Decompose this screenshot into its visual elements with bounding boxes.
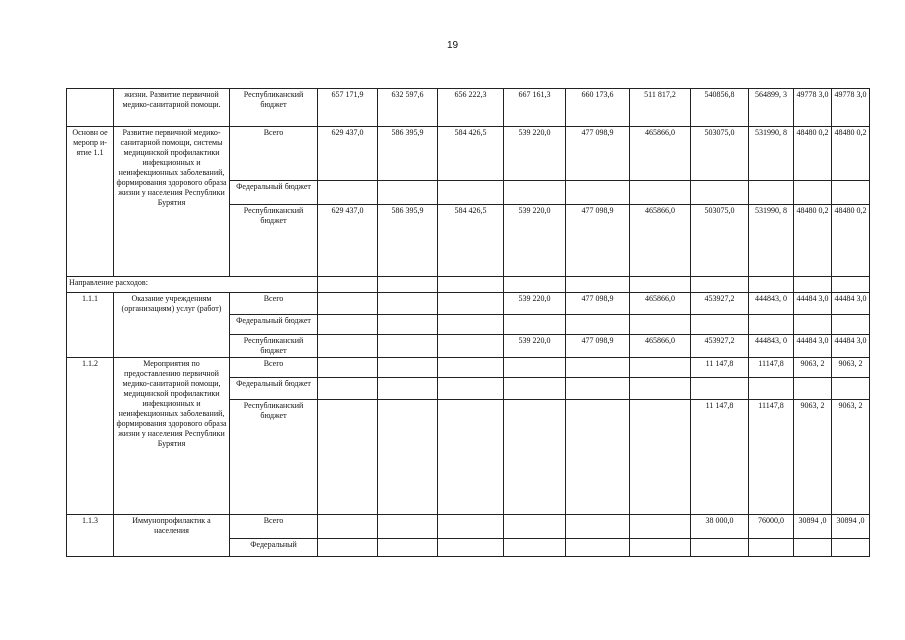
value-cell: [438, 315, 504, 335]
value-cell: [438, 539, 504, 557]
value-cell: 9063, 2: [794, 400, 832, 515]
value-cell: [318, 293, 378, 315]
value-cell: [504, 400, 566, 515]
value-cell: 632 597,6: [378, 89, 438, 127]
value-cell: 48480 0,2: [794, 205, 832, 277]
value-cell: [566, 400, 630, 515]
value-cell: 465866,0: [630, 293, 691, 315]
value-cell: 30894 ,0: [794, 515, 832, 539]
value-cell: 30894 ,0: [832, 515, 870, 539]
value-cell: [378, 335, 438, 358]
value-cell: 465866,0: [630, 335, 691, 358]
row-code: 1.1.3: [67, 515, 114, 557]
value-cell: [794, 315, 832, 335]
value-cell: [318, 335, 378, 358]
value-cell: [504, 181, 566, 205]
value-cell: [630, 515, 691, 539]
value-cell: 11 147,8: [691, 400, 749, 515]
value-cell: [318, 315, 378, 335]
value-cell: 667 161,3: [504, 89, 566, 127]
table-row: [67, 127, 870, 181]
value-cell: 49778 3,0: [794, 89, 832, 127]
value-cell: [630, 378, 691, 400]
value-cell: [378, 400, 438, 515]
value-cell: [691, 315, 749, 335]
value-cell: [438, 515, 504, 539]
table-row: [67, 358, 870, 378]
value-cell: 584 426,5: [438, 127, 504, 181]
value-cell: [691, 378, 749, 400]
row-code: Основн ое меропр и-ятие 1.1: [67, 127, 114, 277]
value-cell: [749, 378, 794, 400]
budget-source: Федеральный бюджет: [230, 315, 318, 335]
table-row: [67, 293, 870, 315]
budget-source: Всего: [230, 127, 318, 181]
budget-source: Республиканский бюджет: [230, 205, 318, 277]
value-cell: [630, 181, 691, 205]
value-cell: 477 098,9: [566, 127, 630, 181]
value-cell: [832, 378, 870, 400]
row-name: Иммунопрофилактик а населения: [114, 515, 230, 557]
value-cell: [318, 515, 378, 539]
value-cell: 539 220,0: [504, 127, 566, 181]
value-cell: 660 173,6: [566, 89, 630, 127]
value-cell: [438, 293, 504, 315]
value-cell: [691, 181, 749, 205]
budget-source: Республиканский бюджет: [230, 400, 318, 515]
row-code: [67, 89, 114, 127]
value-cell: [438, 358, 504, 378]
value-cell: 9063, 2: [832, 358, 870, 378]
budget-source: Республиканский бюджет: [230, 335, 318, 358]
value-cell: 656 222,3: [438, 89, 504, 127]
table-row: [67, 515, 870, 539]
value-cell: [438, 400, 504, 515]
table-row: [67, 277, 870, 293]
value-cell: 38 000,0: [691, 515, 749, 539]
value-cell: 657 171,9: [318, 89, 378, 127]
value-cell: [749, 181, 794, 205]
value-cell: [749, 539, 794, 557]
value-cell: 48480 0,2: [832, 205, 870, 277]
budget-source: Федеральный бюджет: [230, 181, 318, 205]
value-cell: 76000,0: [749, 515, 794, 539]
value-cell: [566, 539, 630, 557]
section-header: Направление расходов:: [67, 277, 318, 293]
value-cell: [318, 400, 378, 515]
value-cell: 477 098,9: [566, 335, 630, 358]
value-cell: 586 395,9: [378, 127, 438, 181]
value-cell: 444843, 0: [749, 335, 794, 358]
value-cell: 9063, 2: [832, 400, 870, 515]
value-cell: 44484 3,0: [832, 335, 870, 358]
row-code: 1.1.2: [67, 358, 114, 515]
value-cell: 477 098,9: [566, 293, 630, 315]
budget-source: Всего: [230, 358, 318, 378]
value-cell: 48480 0,2: [832, 127, 870, 181]
value-cell: 11147,8: [749, 358, 794, 378]
value-cell: [378, 181, 438, 205]
value-cell: 586 395,9: [378, 205, 438, 277]
value-cell: [832, 539, 870, 557]
value-cell: 11 147,8: [691, 358, 749, 378]
value-cell: [504, 315, 566, 335]
value-cell: 465866,0: [630, 205, 691, 277]
budget-table: [66, 88, 870, 557]
value-cell: [318, 539, 378, 557]
value-cell: [630, 539, 691, 557]
value-cell: [566, 515, 630, 539]
value-cell: [504, 539, 566, 557]
value-cell: [504, 378, 566, 400]
value-cell: 629 437,0: [318, 205, 378, 277]
value-cell: [566, 181, 630, 205]
value-cell: 453927,2: [691, 335, 749, 358]
value-cell: [378, 315, 438, 335]
value-cell: [378, 539, 438, 557]
value-cell: 629 437,0: [318, 127, 378, 181]
value-cell: 503075,0: [691, 205, 749, 277]
value-cell: 444843, 0: [749, 293, 794, 315]
value-cell: [566, 315, 630, 335]
row-code: 1.1.1: [67, 293, 114, 358]
value-cell: 48480 0,2: [794, 127, 832, 181]
value-cell: 477 098,9: [566, 205, 630, 277]
value-cell: 453927,2: [691, 293, 749, 315]
value-cell: [794, 539, 832, 557]
value-cell: 49778 3,0: [832, 89, 870, 127]
row-name: Развитие первичной медико-санитарной помощи, системы медицинской профилактики инфекционных и неинфекционных заболеваний, формирования здорового образа жизни у населения Республики Бурятия: [114, 127, 230, 277]
table-row: [67, 89, 870, 127]
value-cell: [749, 315, 794, 335]
budget-source: Всего: [230, 515, 318, 539]
value-cell: 44484 3,0: [832, 293, 870, 315]
budget-source: Республиканский бюджет: [230, 89, 318, 127]
value-cell: 540856,8: [691, 89, 749, 127]
value-cell: 465866,0: [630, 127, 691, 181]
row-name: Оказание учреждениям (организациям) услуг (работ): [114, 293, 230, 358]
value-cell: [504, 358, 566, 378]
value-cell: [794, 181, 832, 205]
value-cell: [318, 358, 378, 378]
value-cell: [438, 335, 504, 358]
page-number: 19: [446, 40, 459, 51]
budget-source: Федеральный бюджет: [230, 378, 318, 400]
value-cell: [691, 539, 749, 557]
value-cell: 44484 3,0: [794, 293, 832, 315]
value-cell: [630, 315, 691, 335]
row-name: Мероприятия по предоставлению первичной медико-санитарной помощи, медицинской профилактики инфекционных и неинфекционных заболеваний, формирования здорового образа жизни у населения Республики Бурятия: [114, 358, 230, 515]
budget-source: Всего: [230, 293, 318, 315]
value-cell: 539 220,0: [504, 205, 566, 277]
value-cell: [566, 378, 630, 400]
value-cell: [566, 358, 630, 378]
value-cell: 539 220,0: [504, 335, 566, 358]
value-cell: [318, 181, 378, 205]
value-cell: 9063, 2: [794, 358, 832, 378]
value-cell: 44484 3,0: [794, 335, 832, 358]
value-cell: [832, 181, 870, 205]
value-cell: 564899, 3: [749, 89, 794, 127]
value-cell: [378, 378, 438, 400]
value-cell: 11147,8: [749, 400, 794, 515]
value-cell: [438, 181, 504, 205]
value-cell: [630, 400, 691, 515]
row-name: жизни. Развитие первичной медико-санитарной помощи.: [114, 89, 230, 127]
value-cell: [378, 358, 438, 378]
budget-source: Федеральный: [230, 539, 318, 557]
value-cell: 584 426,5: [438, 205, 504, 277]
value-cell: [630, 358, 691, 378]
value-cell: [318, 378, 378, 400]
value-cell: 531990, 8: [749, 127, 794, 181]
value-cell: 531990, 8: [749, 205, 794, 277]
value-cell: [378, 293, 438, 315]
value-cell: [832, 315, 870, 335]
value-cell: [794, 378, 832, 400]
value-cell: 511 817,2: [630, 89, 691, 127]
value-cell: 503075,0: [691, 127, 749, 181]
value-cell: [438, 378, 504, 400]
value-cell: [504, 515, 566, 539]
value-cell: [378, 515, 438, 539]
value-cell: 539 220,0: [504, 293, 566, 315]
